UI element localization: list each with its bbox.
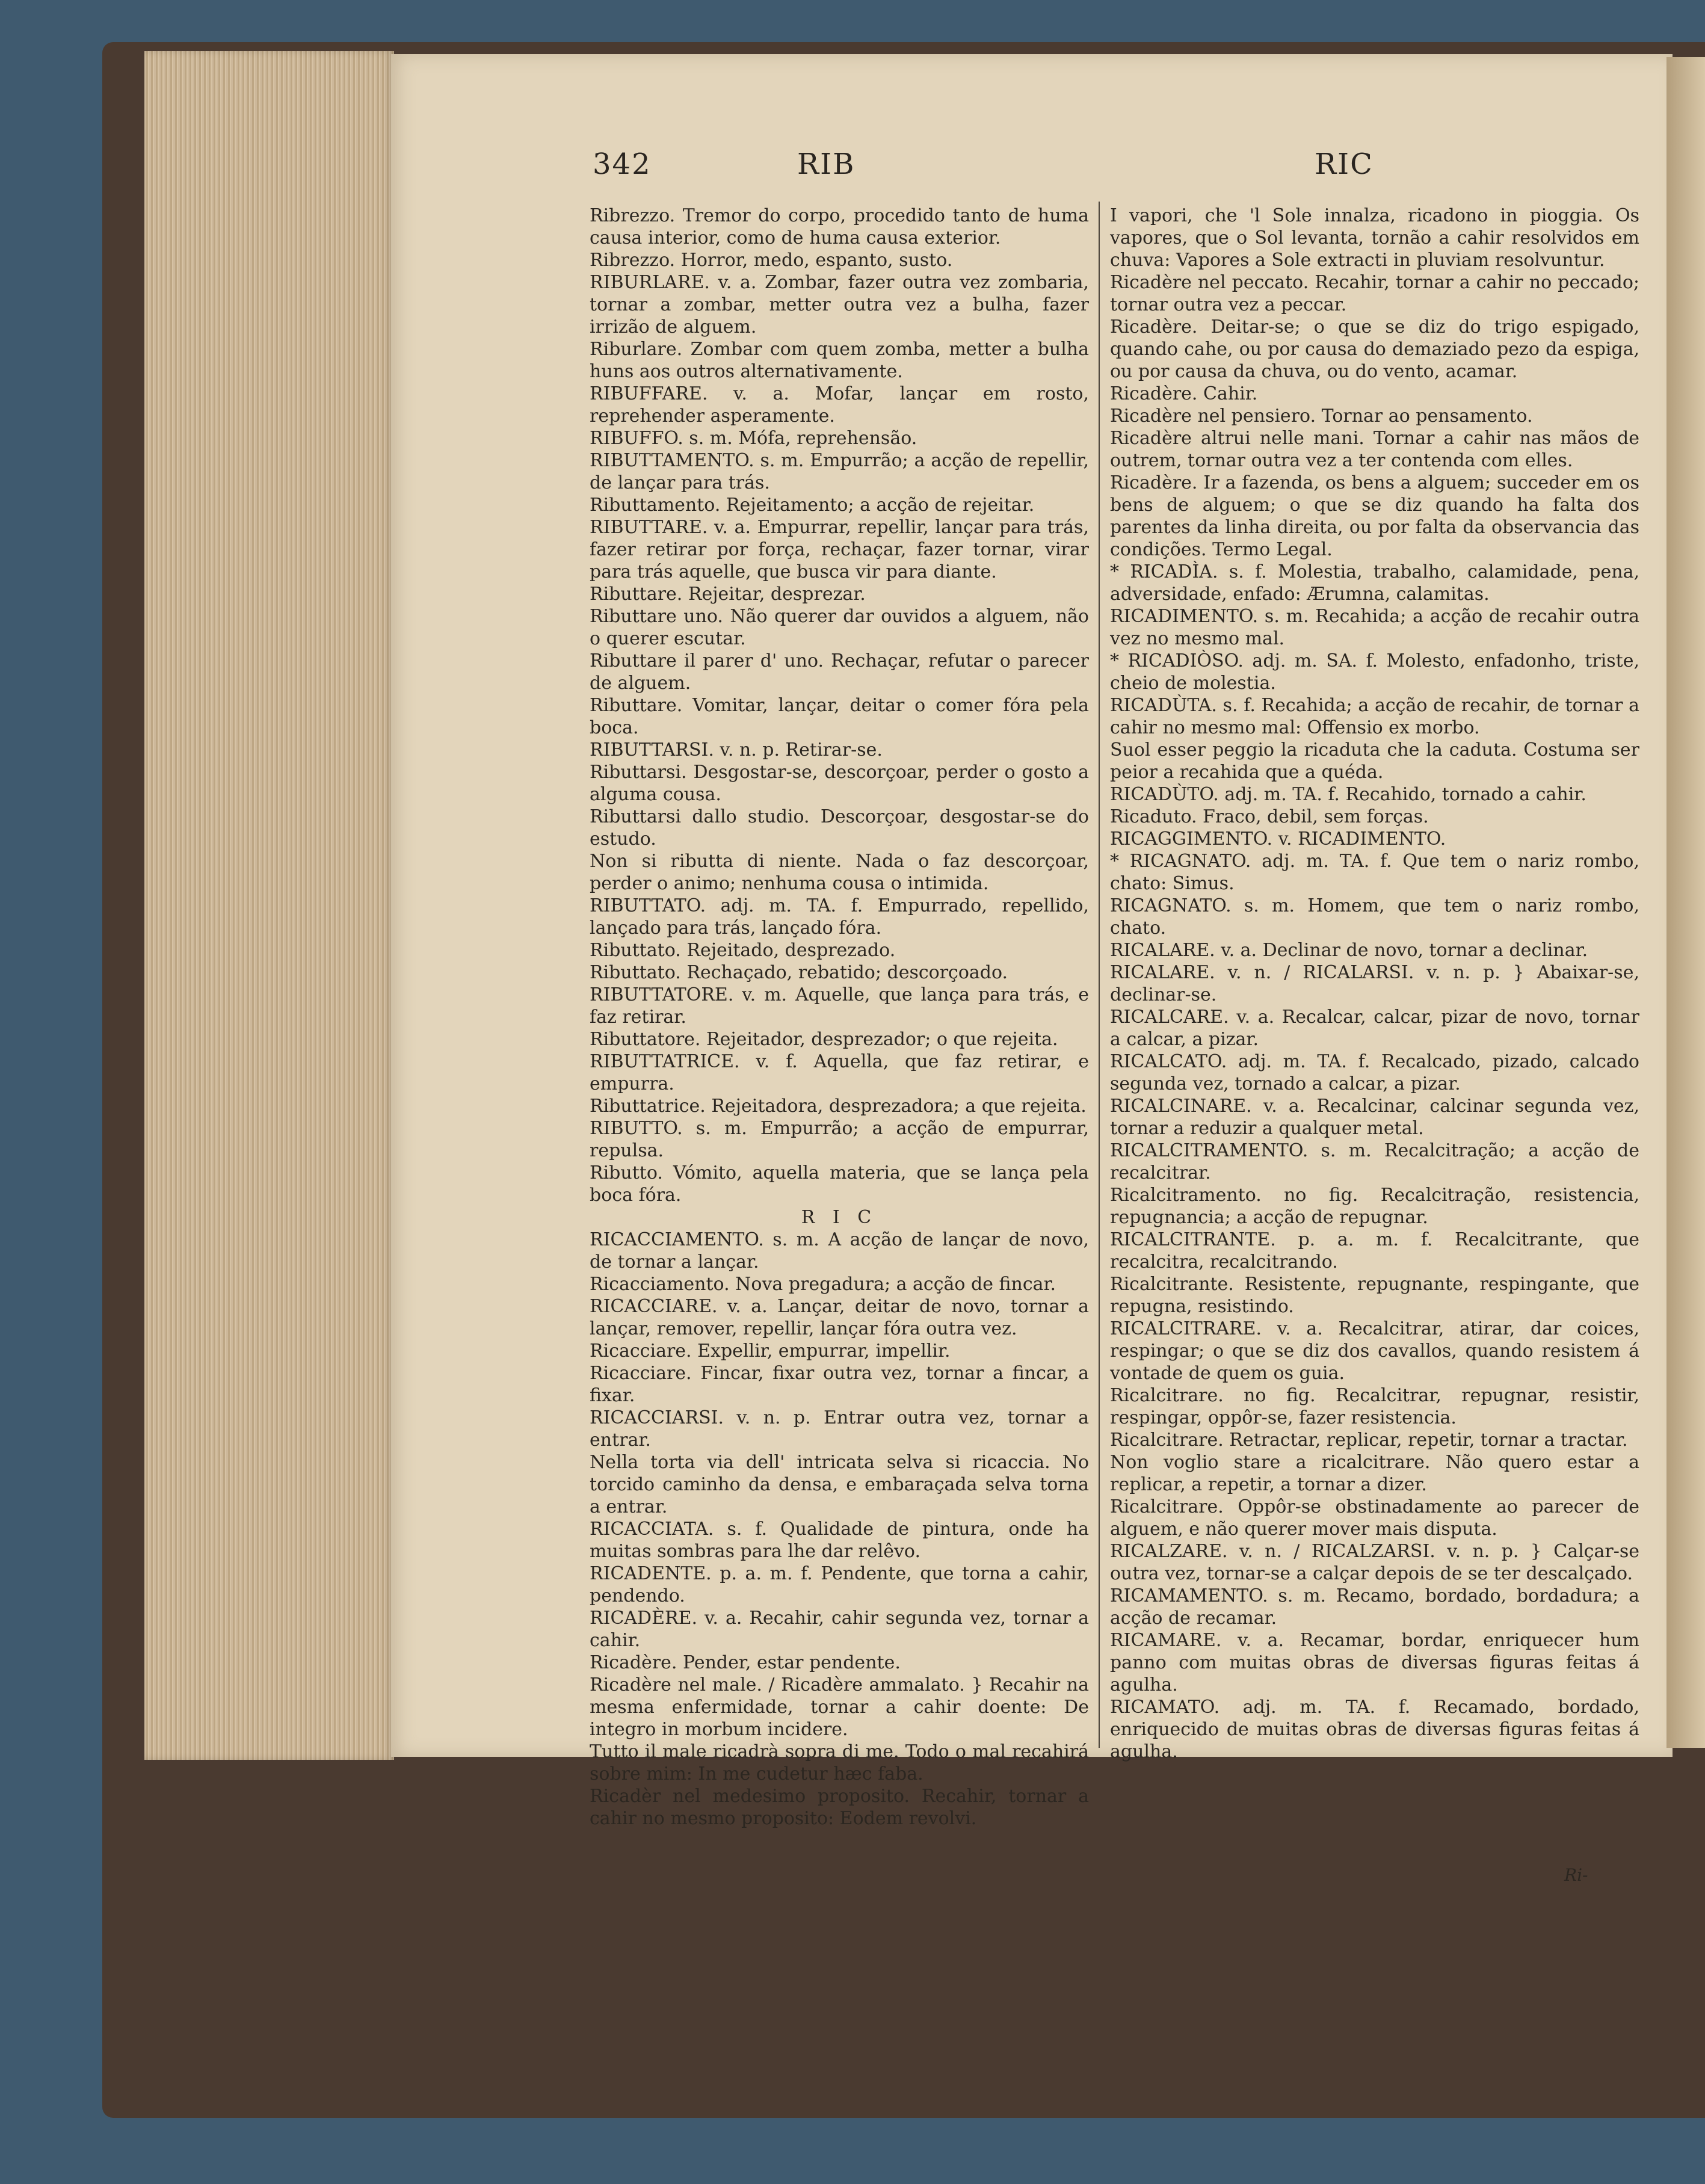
dictionary-entry: Ricadère nel pensiero. Tornar ao pensamento. [1110, 406, 1533, 427]
dictionary-entry: Ricadère altrui nelle mani. Tornar a cahir nas mãos de outrem, tornar outra vez a ter contenda com elles. [1110, 428, 1639, 471]
dictionary-entry: Ricadère. Ir a fazenda, os bens a alguem; succeder em os bens de alguem; o que se diz quando ha falta dos parentes da linha direita, ou por falta da observancia das condições. Termo Legal. [1110, 472, 1639, 560]
dictionary-entry: RIBURLARE. v. a. Zombar, fazer outra vez zombaria, tornar a zombar, metter outra vez a bulha, fazer irrizão de alguem. [590, 272, 1089, 338]
dictionary-entry: * RICAGNATO. adj. m. TA. f. Que tem o nariz rombo, chato: Simus. [1110, 851, 1639, 894]
dictionary-entry: Nella torta via dell' intricata selva si ricaccia. No torcido caminho da densa, e embaraçada selva torna a entrar. [590, 1452, 1089, 1517]
right-page-edge [1666, 57, 1705, 1748]
dictionary-entry: Ricalcitramento. no fig. Recalcitração, resistencia, repugnancia; a acção de repugnar. [1110, 1185, 1639, 1228]
catchword: Ri- [1564, 1865, 1588, 1885]
dictionary-entry: RICADENTE. p. a. m. f. Pendente, que torna a cahir, pendendo. [590, 1563, 1089, 1606]
dictionary-entry: Ricalcitrare. Retractar, replicar, repetir, tornar a tractar. [1110, 1430, 1628, 1451]
dictionary-entry: RICADÈRE. v. a. Recahir, cahir segunda vez, tornar a cahir. [590, 1608, 1089, 1651]
dictionary-entry: Ricadèr nel medesimo proposito. Recahir, tornar a cahir no mesmo proposito: Eodem revolvi. [590, 1786, 1089, 1829]
page-number: 342 [593, 147, 652, 181]
dictionary-entry: Ributtatore. Rejeitador, desprezador; o que rejeita. [590, 1029, 1058, 1050]
dictionary-entry: RIBUFFARE. v. a. Mofar, lançar em rosto, reprehender asperamente. [590, 383, 1089, 427]
dictionary-entry: RICALARE. v. a. Declinar de novo, tornar a declinar. [1110, 940, 1588, 961]
dictionary-entry: Ricacciare. Fincar, fixar outra vez, tornar a fincar, a fixar. [590, 1363, 1089, 1406]
dictionary-entry: Ributtarsi. Desgostar-se, descorçoar, perder o gosto a alguma cousa. [590, 762, 1089, 805]
dictionary-entry: Riburlare. Zombar com quem zomba, metter a bulha huns aos outros alternativamente. [590, 339, 1089, 382]
dictionary-entry: RICADIMENTO. s. m. Recahida; a acção de recahir outra vez no mesmo mal. [1110, 606, 1639, 649]
dictionary-entry: RICACCIARE. v. a. Lançar, deitar de novo, tornar a lançar, remover, repellir, lançar fóra outra vez. [590, 1296, 1089, 1339]
dictionary-entry: Ricadère. Cahir. [1110, 383, 1258, 404]
header-right: RIC [1315, 147, 1374, 181]
dictionary-entry: Ricadère nel male. / Ricadère ammalato. } Recahir na mesma enfermidade, tornar a cahir doente: De integro in morbum incidere. [590, 1674, 1089, 1740]
header-left: RIB [797, 147, 856, 181]
dictionary-entry: Tutto il male ricadrà sopra di me. Todo o mal recahirá sobre mim: In me cudetur hæc faba. [590, 1741, 1089, 1785]
dictionary-entry: RICALCITRANTE. p. a. m. f. Recalcitrante, que recalcitra, recalcitrando. [1110, 1229, 1639, 1272]
dictionary-entry: Ricacciamento. Nova pregadura; a acção de fincar. [590, 1274, 1056, 1295]
dictionary-entry: RIBUTTAMENTO. s. m. Empurrão; a acção de repellir, de lançar para trás. [590, 450, 1089, 493]
dictionary-entry: Ributtare uno. Não querer dar ouvidos a alguem, não o querer escutar. [590, 606, 1089, 649]
dictionary-entry: Ribrezzo. Tremor do corpo, procedido tanto de huma causa interior, como de huma causa exterior. [590, 205, 1089, 248]
left-column [590, 205, 1089, 1830]
dictionary-entry: Ricalcitrare. no fig. Recalcitrar, repugnar, resistir, respingar, oppôr-se, fazer resistencia. [1110, 1385, 1639, 1428]
column-rule [1099, 202, 1100, 1748]
dictionary-entry: Ricalcitrante. Resistente, repugnante, respingante, que repugna, resistindo. [1110, 1274, 1639, 1317]
dictionary-entry: Non voglio stare a ricalcitrare. Não quero estar a replicar, a repetir, a tornar a dizer. [1110, 1452, 1639, 1495]
dictionary-entry: Non si ributta di niente. Nada o faz descorçoar, perder o animo; nenhuma cousa o intimida. [590, 851, 1089, 894]
dictionary-entry: RIBUTTATO. adj. m. TA. f. Empurrado, repellido, lançado para trás, lançado fóra. [590, 895, 1089, 939]
dictionary-entry: Ributtamento. Rejeitamento; a acção de rejeitar. [590, 495, 1035, 516]
dictionary-entry: Ricadère nel peccato. Recahir, tornar a cahir no peccado; tornar outra vez a peccar. [1110, 272, 1639, 315]
dictionary-entry: Ricaduto. Fraco, debil, sem forças. [1110, 806, 1429, 827]
dictionary-entry: RICAGNATO. s. m. Homem, que tem o nariz rombo, chato. [1110, 895, 1639, 939]
dictionary-entry: RICALCINARE. v. a. Recalcinar, calcinar segunda vez, tornar a reduzir a qualquer metal. [1110, 1096, 1639, 1139]
dictionary-entry: * RICADÌA. s. f. Molestia, trabalho, calamidade, pena, adversidade, enfado: Ærumna, calamitas. [1110, 561, 1639, 605]
dictionary-entry: RICAGGIMENTO. v. RICADIMENTO. [1110, 828, 1446, 850]
dictionary-entry: RIBUFFO. s. m. Mófa, reprehensão. [590, 428, 917, 449]
dictionary-entry: RICALCITRAMENTO. s. m. Recalcitração; a acção de recalcitrar. [1110, 1140, 1639, 1183]
section-heading: R I C [801, 1207, 878, 1228]
dictionary-entry: RICALCATO. adj. m. TA. f. Recalcado, pizado, calcado segunda vez, tornado a calcar, a pizar. [1110, 1051, 1639, 1094]
dictionary-entry: Ributtato. Rechaçado, rebatido; descorçoado. [590, 962, 1008, 983]
dictionary-entry: RIBUTTARSI. v. n. p. Retirar-se. [590, 739, 883, 760]
dictionary-entry: Ricadère. Pender, estar pendente. [590, 1652, 901, 1673]
dictionary-entry: RICALCITRARE. v. a. Recalcitrar, atirar, dar coices, respingar; o que se diz dos cavallos, quando resistem á vontade de quem os guia. [1110, 1318, 1639, 1384]
right-column [1110, 205, 1639, 1763]
dictionary-entry: Ricadère. Deitar-se; o que se diz do trigo espigado, quando cahe, ou por causa do demaziado pezo da espiga, ou por causa da chuva, ou do vento, acamar. [1110, 316, 1639, 382]
dictionary-entry: Ricacciare. Expellir, empurrar, impellir. [590, 1340, 951, 1362]
dictionary-entry: RICADÙTO. adj. m. TA. f. Recahido, tornado a cahir. [1110, 784, 1586, 805]
dictionary-entry: RICAMATO. adj. m. TA. f. Recamado, bordado, enriquecido de muitas obras de diversas figuras feitas á agulha. [1110, 1697, 1639, 1762]
dictionary-entry: Ributtare. Rejeitar, desprezar. [590, 584, 866, 605]
dictionary-entry: * RICADIÒSO. adj. m. SA. f. Molesto, enfadonho, triste, cheio de molestia. [1110, 650, 1639, 694]
dictionary-entry: RIBUTTATORE. v. m. Aquelle, que lança para trás, e faz retirar. [590, 984, 1089, 1028]
dictionary-entry: Ribrezzo. Horror, medo, espanto, susto. [590, 250, 953, 271]
dictionary-entry: I vapori, che 'l Sole innalza, ricadono in pioggia. Os vapores, que o Sol levanta, tornão a cahir resolvidos em chuva: Vapores a Sole extracti in pluviam resolvuntur. [1110, 205, 1639, 271]
dictionary-entry: RIBUTTATRICE. v. f. Aquella, que faz retirar, e empurra. [590, 1051, 1089, 1094]
dictionary-entry: RICAMARE. v. a. Recamar, bordar, enriquecer hum panno com muitas obras de diversas figuras feitas á agulha. [1110, 1630, 1639, 1695]
dictionary-entry: Suol esser peggio la ricaduta che la caduta. Costuma ser peior a recahida que a quéda. [1110, 739, 1639, 783]
dictionary-entry: RICALCARE. v. a. Recalcar, calcar, pizar de novo, tornar a calcar, a pizar. [1110, 1007, 1639, 1050]
dictionary-entry: RICACCIAMENTO. s. m. A acção de lançar de novo, de tornar a lançar. [590, 1229, 1089, 1272]
page-edges [144, 51, 394, 1760]
dictionary-entry: RICADÙTA. s. f. Recahida; a acção de recahir, de tornar a cahir no mesmo mal: Offensio ex morbo. [1110, 695, 1639, 738]
dictionary-entry: Ributtarsi dallo studio. Descorçoar, desgostar-se do estudo. [590, 806, 1089, 850]
dictionary-entry: Ricalcitrare. Oppôr-se obstinadamente ao parecer de alguem, e não querer mover mais disputa. [1110, 1496, 1639, 1540]
dictionary-entry: Ributtato. Rejeitado, desprezado. [590, 940, 896, 961]
dictionary-entry: Ributto. Vómito, aquella materia, que se lança pela boca fóra. [590, 1162, 1089, 1206]
dictionary-entry: RICAMAMENTO. s. m. Recamo, bordado, bordadura; a acção de recamar. [1110, 1585, 1639, 1629]
dictionary-entry: RIBUTTARE. v. a. Empurrar, repellir, lançar para trás, fazer retirar por força, rechaçar, fazer tornar, virar para trás aquelle, que busca vir para diante. [590, 517, 1089, 582]
dictionary-entry: Ributtare il parer d' uno. Rechaçar, refutar o parecer de alguem. [590, 650, 1089, 694]
dictionary-entry: RICACCIATA. s. f. Qualidade de pintura, onde ha muitas sombras para lhe dar relêvo. [590, 1519, 1089, 1562]
dictionary-entry: RICACCIARSI. v. n. p. Entrar outra vez, tornar a entrar. [590, 1407, 1089, 1451]
dictionary-entry: Ributtare. Vomitar, lançar, deitar o comer fóra pela boca. [590, 695, 1089, 738]
dictionary-entry: RICALZARE. v. n. / RICALZARSI. v. n. p. } Calçar-se outra vez, tornar-se a calçar depois de se ter descalçado. [1110, 1541, 1639, 1584]
dictionary-entry: Ributtatrice. Rejeitadora, desprezadora; a que rejeita. [590, 1096, 1087, 1117]
dictionary-entry: RICALARE. v. n. / RICALARSI. v. n. p. } Abaixar-se, declinar-se. [1110, 962, 1639, 1005]
dictionary-entry: RIBUTTO. s. m. Empurrão; a acção de empurrar, repulsa. [590, 1118, 1089, 1161]
